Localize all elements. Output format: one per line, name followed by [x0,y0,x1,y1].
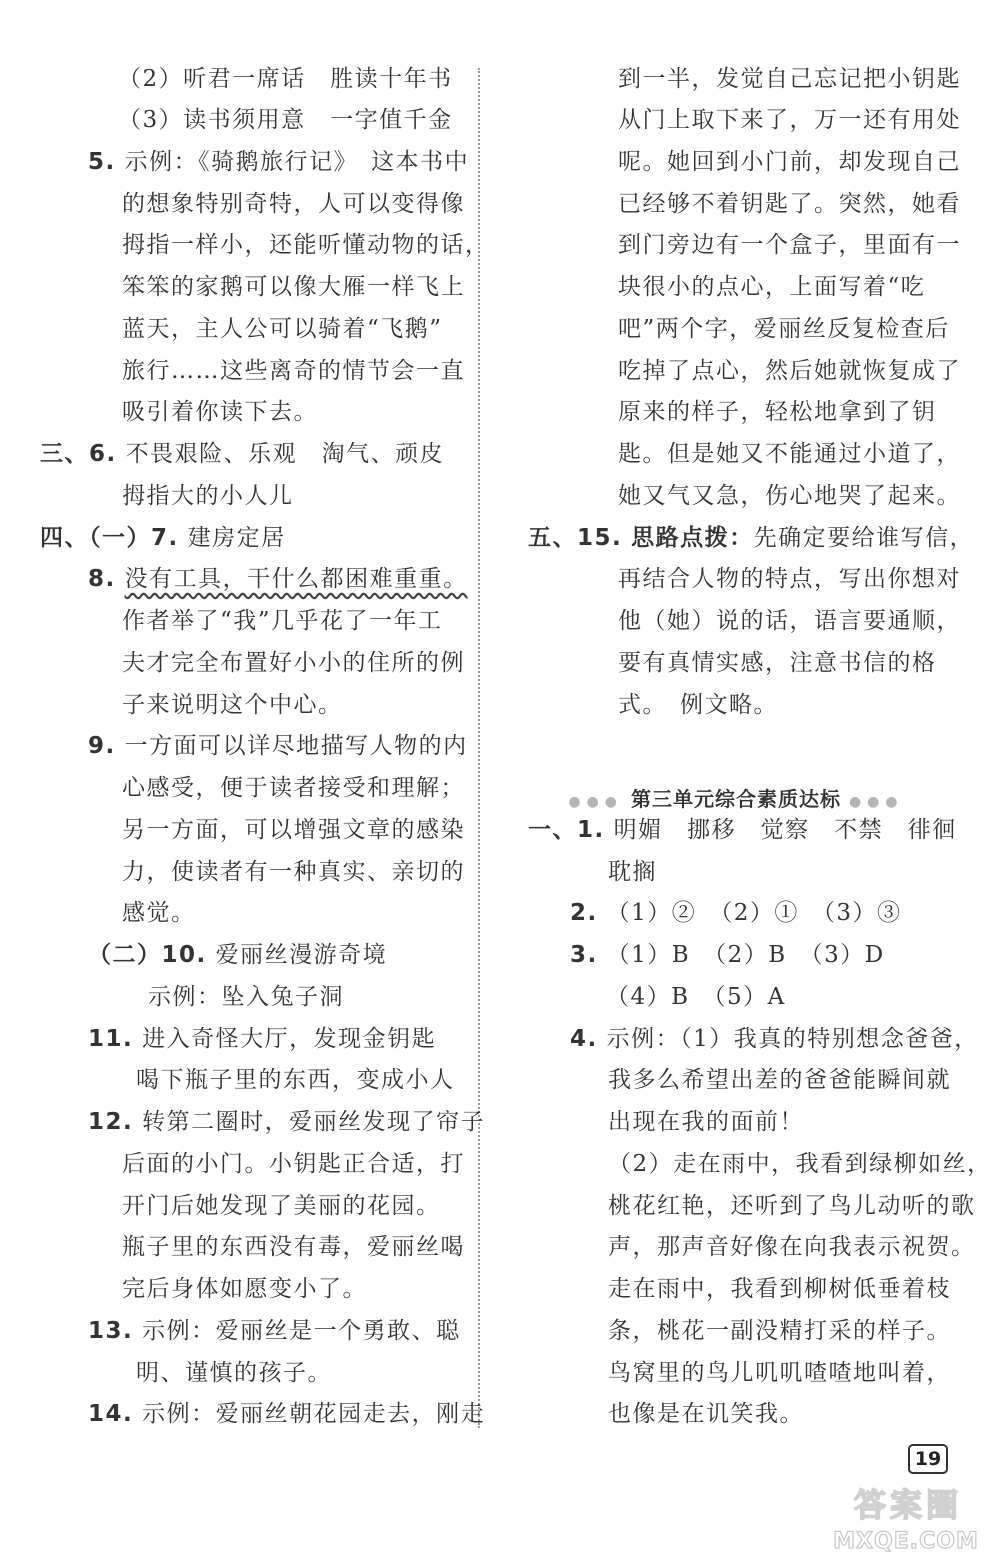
answer-line: 14. 示例：爱丽丝朝花园走去，刚走 [88,1401,486,1427]
answer-line: 12. 转第二圈时，爱丽丝发现了帘子 [88,1109,486,1135]
answer-line: 拇指大的小人儿 [122,483,294,509]
answer-line: 力，使读者有一种真实、亲切的 [122,859,465,885]
answer-line: 声，那声音好像在向我表示祝贺。 [608,1234,976,1260]
answer-line: 2. （1）② （2）① （3）③ [570,900,902,926]
answer-line: 夫才完全布置好小小的住所的例 [122,650,465,676]
answer-line: 11. 进入奇怪大厅，发现金钥匙 [88,1026,437,1052]
answer-line: 完后身体如愿变小了。 [122,1276,367,1302]
answer-line: 块很小的点心，上面写着“吃 [618,274,926,300]
answer-line: 桃花红艳，还听到了鸟儿动听的歌 [608,1193,976,1219]
answer-line: 拇指一样小，还能听懂动物的话， [122,232,490,258]
answer-line: 鸟窝里的鸟儿叽叽喳喳地叫着， [608,1360,951,1386]
answer-line: 他（她）说的话，语言要通顺， [618,608,961,634]
answer-line: 她又气又急，伤心地哭了起来。 [618,483,961,509]
answer-line: 一、1. 明媚 挪移 觉察 不禁 徘徊 [528,817,957,843]
answer-line: 笨笨的家鹅可以像大雁一样飞上 [122,274,465,300]
answer-line: （2）听君一席话 胜读十年书 [118,66,453,92]
answer-line: 吃掉了点心，然后她就恢复成了 [618,358,961,384]
answer-line: 另一方面，可以增强文章的感染 [122,817,465,843]
answer-line: 感觉。 [122,900,196,926]
answer-line: （3）读书须用意 一字值千金 [118,107,453,133]
answer-line: 再结合人物的特点，写出你想对 [618,566,961,592]
watermark-logo [790,1478,990,1558]
answer-line: 喝下瓶子里的东西，变成小人 [136,1067,455,1093]
answer-line: 也像是在讥笑我。 [608,1401,804,1427]
answer-line: 出现在我的面前！ [608,1109,804,1135]
answer-line: 四、（一）7. 建房定居 [40,525,286,551]
answer-line: 开门后她发现了美丽的花园。 [122,1193,441,1219]
answer-line: 蓝天，主人公可以骑着“飞鹅” [122,316,443,342]
answer-line: 式。 例文略。 [618,692,778,718]
answer-line: 呢。她回到小门前，却发现自己 [618,149,961,175]
answer-line: 从门上取下来了，万一还有用处 [618,107,961,133]
answer-line: 我多么希望出差的爸爸能瞬间就 [608,1067,951,1093]
answer-line: 旅行……这些离奇的情节会一直 [122,358,465,384]
answer-line: 作者举了“我”几乎花了一年工 [122,608,443,634]
answer-line: 到门旁边有一个盒子，里面有一 [618,232,961,258]
answer-line: 心感受，便于读者接受和理解； [122,775,465,801]
answer-line: 走在雨中，我看到柳树低垂着枝 [608,1276,951,1302]
section-title: ●●● 第三单元综合素质达标 ●●● [568,787,904,811]
answer-line: 已经够不着钥匙了。突然，她看 [618,191,961,217]
answer-line: （二）10. 爱丽丝漫游奇境 [88,942,388,968]
answer-line: 5. 示例：《骑鹅旅行记》 这本书中 [88,149,470,175]
answer-line: 条，桃花一副没精打采的样子。 [608,1318,951,1344]
answer-line: 吧”两个字，爱丽丝反复检查后 [618,316,950,342]
watermark-logo-text: 答案圈 [853,1486,963,1524]
page-number: 19 [908,1444,948,1474]
watermark-url: MXQE.COM [833,1529,979,1554]
answer-line: 子来说明这个中心。 [122,692,343,718]
answer-line: 示例：坠入兔子洞 [148,984,344,1010]
decorative-dots-right: ●●● [848,794,904,810]
answer-line: 3. （1）B （2）B （3）D [570,942,885,968]
answer-line: 匙。但是她又不能通过小道了， [618,441,961,467]
answer-line: （2）走在雨中，我看到绿柳如丝， [608,1151,992,1177]
answer-line: 后面的小门。小钥匙正合适，打 [122,1151,465,1177]
answer-line: 的想象特别奇特，人可以变得像 [122,191,465,217]
answer-line: 13. 示例：爱丽丝是一个勇敢、聪 [88,1318,461,1344]
answer-line: 原来的样子，轻松地拿到了钥 [618,399,937,425]
answer-line: 五、15. 思路点拨：先确定要给谁写信， [528,524,975,551]
answer-line: 4. 示例：（1）我真的特别想念爸爸， [570,1026,979,1052]
hint-label: 思路点拨： [631,524,754,551]
answer-line: 9. 一方面可以详尽地描写人物的内 [88,733,468,759]
answer-line: 瓶子里的东西没有毒，爱丽丝喝 [122,1234,465,1260]
answer-line: 8. 没有工具，干什么都困难重重。 [88,566,468,592]
column-divider [478,68,480,1428]
answer-line: （4）B （5）A [606,984,786,1010]
answer-line: 要有真情实感，注意书信的格 [618,650,937,676]
answer-line: 到一半，发觉自己忘记把小钥匙 [618,66,961,92]
answer-line: 三、6. 不畏艰险、乐观 淘气、顽皮 [40,441,445,467]
answer-line: 明、谨慎的孩子。 [136,1360,332,1386]
answer-line: 吸引着你读下去。 [122,399,318,425]
decorative-dots-left: ●●● [568,794,624,810]
answer-line: 耽搁 [608,859,657,885]
